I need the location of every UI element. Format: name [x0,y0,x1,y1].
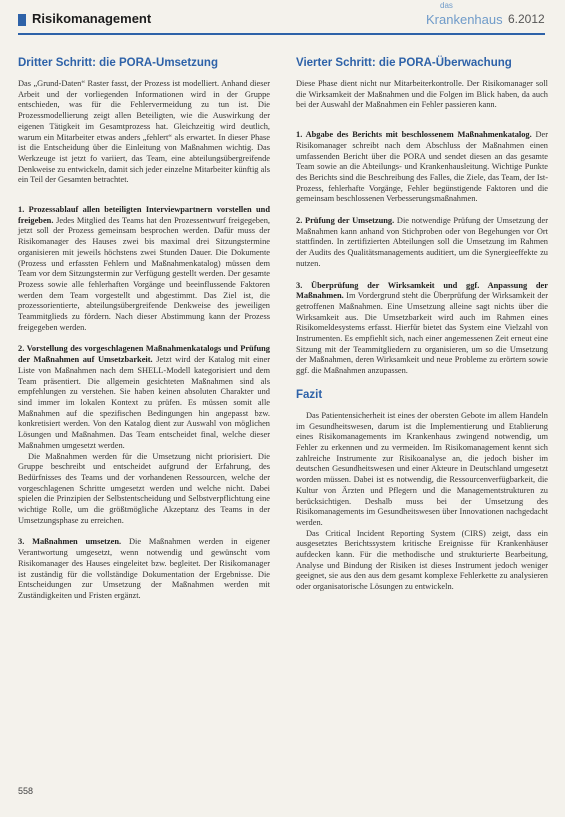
step-3-item-3 [18,537,270,601]
page-number: 558 [18,786,34,796]
step-4-item-1 [296,130,548,205]
item-title: 1. Abgabe des Berichts mit beschlossenem Maßnahmenkatalog. [296,130,532,140]
header-rule [18,33,545,35]
item-title: 2. Prüfung der Umsetzung. [296,216,395,226]
item-title: 1. Prozessablauf allen beteiligten Interviewpartnern vorstellen und freigeben. [18,205,270,225]
left-heading: Dritter Schritt: die PORA-Umsetzung [18,57,218,69]
item-text: Jetzt wird der Katalog mit einer Liste von Maßnahmen nach dem SHELL-Modell kategorisiert und dem Team präsentiert. Die allgemein gesichteten Maßnahmen sind als empfehlungen zu verstehen. Sie haben keinen absoluten Charakter und sind immer im lokalen Kontext zu prüfen. Es müssen somit alle Maßnahmen auf die spezifischen Bedingungen hin angepasst bzw. konkretisiert werden. Von den Katalog dient zur Auswahl von möglichen Lösungen und Maßnahmen. Das Team entscheidet final, welche dieser Maßnahmen umgesetzt werden. [18,355,270,450]
page-header [0,0,565,36]
step-3-item-2 [18,344,270,451]
item-text: Die notwendige Prüfung der Umsetzung der Maßnahmen kann anhand von Stichproben oder von Begehungen vor Ort stattfinden. In zertifizierten Abteilungen soll die Umsetzung im Rahmen der Audits des Qualitätsmanagements auditiert, um die Synergieeffekte zu nutzen. [296,216,549,268]
left-column [18,56,270,602]
step-3-item-2-cont: Die Maßnahmen werden für die Umsetzung nicht priorisiert. Die Gruppe beschreibt und entscheidet aufgrund der Erfahrung, des Bedürfnisses des Teams und der vorhandenen Ressourcen, welche der vorgeschlagenen Schritte umgesetzt werden und welche nicht. Dabei spielen die Prinzipien der Selbstentscheidung und Selbstverpflichtung eine wichtige Rolle, um die größtmögliche Akzeptanz des Teams in der Umsetzungsphase zu erreichen. [18,451,270,525]
issue-number: 6.2012 [508,12,545,26]
fazit-text-2: Das Critical Incident Reporting System (CIRS) zeigt, dass ein ausgesetztes Berichtssystem kritische Ereignisse für Krankenhäuser aufdecken kann. Für die methodische und strukturierte Bearbeitung, Analyse und Bindung der Risiken ist dieses Instrument jedoch weniger geeignet, sie aus den aus dem gesamt komplexe Fehlerkette zu analysieren oder organisatorische Lösungen zu entwickeln. [296,528,548,592]
fazit-heading: Fazit [296,388,323,401]
brand-prefix: das [440,1,453,10]
step-3-item-1 [18,205,270,333]
section-title: Risikomanagement [32,11,152,26]
section-marker [18,14,26,26]
item-text: Jedes Mitglied des Teams hat den Prozessentwurf freigegeben, jetzt soll der Prozess gemeinsam besprochen werden. Dafür muss der Risikomanager des Hauses zwei bis maximal drei Sitzungstermine organisieren mit jeweils höchstens zwei Stunden Dauer. Die Dokumente (Prozess und erfassten Fehlern und Maßnahmenkatalog) müssen dem Team vor dem Sitzungstermin zur Verfügung gestellt werden. Der gesamte Prozess sowie alle fehlerhaften Vorgänge und beeinflussende Faktoren werden dem Team vorgestellt und abgestimmt. Das Ziel ist, die prozessorientierte, abteilungsübergreifende Denkweise des jeweiligen Teammitglieds zu fördern. Nach dieser Abstimmung kann der Prozess freigegeben werden. [18,215,270,332]
item-title: 3. Überprüfung der Wirksamkeit und ggf. Anpassung der Maßnahmen. [296,280,548,301]
right-column [296,56,548,593]
item-text: Der Risikomanager schreibt nach dem Abschluss der Maßnahmen einen umfassenden Bericht über die PORA und sendet diesen an das gesamte Team sowie an die Abteilungs- und Krankenhausleitung. Wichtige Punkte des Berichts sind die Beschreibung des Falles, die Ziele, das Team, der Ist-Prozess, fehlerhafte Vorgänge, Fehler begünstigende Faktoren und die gemeinsam beschlossenen Verbesserungsmaßnahmen. [296,130,548,204]
item-text: Im Vordergrund steht die Überprüfung der Wirksamkeit der getroffenen Maßnahmen. Eine Umsetzung alleine sagt nichts über die Wirksamkeit aus. Die Umsetzbarkeit wird auch im Rahmen eines Risikomeldesystems erfasst. Hierfür bietet das System eine Vielzahl von Instrumenten. Es empfiehlt sich, nach einer angemessenen Zeit erneut eine Sitzung mit der Teammitgliedern zu organisieren, um so die Umsetzung der Maßnahmen, deren Wirksamkeit und neue Probleme zu erörtern sowie ggf. die Maßnahmen anzupassen. [296,291,549,376]
step-4-item-2 [296,216,548,270]
item-title: 2. Vorstellung des vorgeschlagenen Maßnahmenkatalogs und Prüfung der Maßnahmen auf Umsetzbarkeit. [18,344,270,365]
brand-logo: Krankenhaus [426,12,503,27]
right-heading: Vierter Schritt: die PORA-Überwachung [296,57,512,69]
item-title: 3. Maßnahmen umsetzen. [18,537,122,547]
right-intro: Diese Phase dient nicht nur Mitarbeiterkontrolle. Der Risikomanager soll die Wirksamkeit der Maßnahmen und die Folgen im Blick haben, da auch bei der Auswahl der Maßnahmen ein Fehler passieren kann. [296,79,548,110]
left-intro: Das „Grund-Daten“ Raster fasst, der Prozess ist modelliert. Anhand dieser Arbeit und der vorliegenden Informationen wird in der Gruppe entschieden, was für die Fehlervermeidung zu tun ist. Die Prozessmodellierung zeigt allen Beteiligten, wie die Auswirkung der eigenen Tätigkeit im Gesamtprozess hat. Gleichzeitig wird deutlich, warum ein Mitarbeiter etwas anders „fehlert“ als erwartet. In dieser Phase ist die Entscheidung über die Einleitung von Maßnahmen wichtig. Das Werkzeuge ist jetzt fo variiert, das Team, eine abteilungsübergreifende Denkweise zu entwickeln, damit sich jeder einzelne Mitarbeiter künftig als ein Teil der Gesamten betrachtet. [18,79,270,185]
step-4-item-3 [296,281,548,377]
fazit-text: Das Patientensicherheit ist eines der obersten Gebote im allem Handeln im Gesundheitswesen, darum ist die Implementierung und Etablierung eines Risikomanagements im Krankenhaus zwingend notwendig, um Fehler zu erkennen und zu vermeiden. Im Risikomanagement kennt sich zahlreiche Instrumente zur Risikoanalyse an, die jedoch bisher im deutschen Gesundheitswesen und einer Akteure in Deutschland umgesetzt worden müssen. Dabei ist es notwendig, die Ressourcenverfügbarkeit, die Kultur von Ärzten und Pflegern und die Managementstrukturen zu berücksichtigen. Deshalb muss bei der Umsetzung des Risikomanagements im Gesundheitswesen über Innovationen nachgedacht werden. [296,410,548,527]
item-text: Die Maßnahmen werden in eigener Verantwortung umgesetzt, wenn notwendig und gewünscht vom Risikomanager des Hauses eingeleitet bzw. begleitet. Der Risikomanager ist zuständig für die vollständige Dokumentation der Ergebnisse. Die Entscheidungen zur Umsetzung der Maßnahmen werden mit Zuständigkeiten und Fristen ergänzt. [18,537,270,600]
